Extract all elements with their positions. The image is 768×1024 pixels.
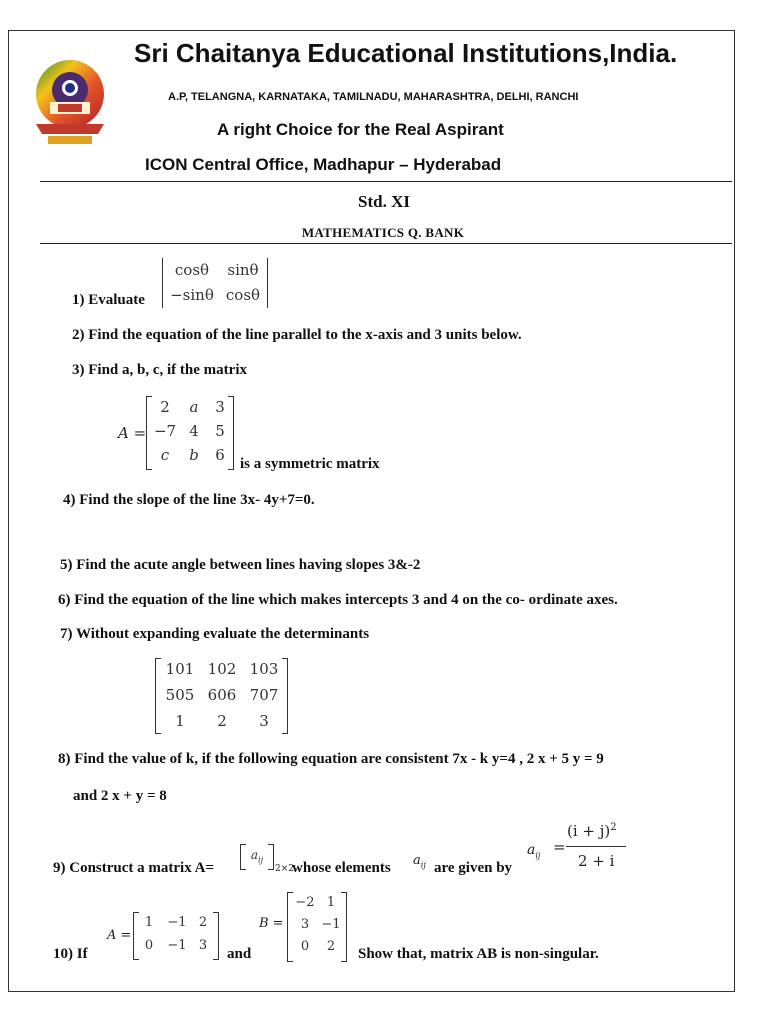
q9-text-c: are given by xyxy=(434,860,513,876)
q3-matrix xyxy=(146,396,234,470)
tagline: A right Choice for the Real Aspirant xyxy=(217,120,504,139)
question-3: 3) Find a, b, c, if the matrix xyxy=(72,362,247,378)
q10-a-cell: −1 xyxy=(167,938,187,953)
q10-b-cell: −2 xyxy=(295,895,315,910)
subject-label: MATHEMATICS Q. BANK xyxy=(301,225,465,240)
q9-matrix-label: a xyxy=(250,848,259,862)
question-9: 9) Construct a matrix A= xyxy=(53,860,215,876)
q10-a-label: A = xyxy=(107,928,132,943)
q9-text-b: whose elements xyxy=(292,860,391,876)
q3-cell: b xyxy=(189,446,199,464)
q10-b-cell: 2 xyxy=(326,939,336,954)
q1-cell: cosθ xyxy=(174,261,210,279)
q9-matrix-notation xyxy=(240,844,274,870)
q10-b-cell: 1 xyxy=(326,895,336,910)
q10-b-cell: 0 xyxy=(300,939,310,954)
q10-a-cell: 3 xyxy=(198,938,208,953)
q7-cell: 103 xyxy=(249,660,279,678)
q7-cell: 3 xyxy=(259,712,269,730)
question-5: 5) Find the acute angle between lines having slopes 3&-2 xyxy=(60,557,421,573)
institution-logo xyxy=(34,50,106,154)
q3-cell: 4 xyxy=(189,422,199,440)
question-6: 6) Find the equation of the line which makes intercepts 3 and 4 on the co- ordinate axes. xyxy=(58,592,618,608)
q3-suffix: is a symmetric matrix xyxy=(240,456,380,472)
q3-lhs: A = xyxy=(118,424,147,442)
q9-element: a xyxy=(413,853,421,868)
q3-cell: c xyxy=(160,446,170,464)
q7-cell: 505 xyxy=(165,686,195,704)
q10-a-cell: 1 xyxy=(144,915,154,930)
q10-b-label: B = xyxy=(259,916,284,931)
q1-cell: sinθ xyxy=(227,261,259,279)
question-7: 7) Without expanding evaluate the determinants xyxy=(60,626,370,642)
q7-cell: 707 xyxy=(249,686,279,704)
q1-cell: −sinθ xyxy=(170,286,214,304)
q1-determinant xyxy=(162,258,268,308)
q9-denominator: 2 + i xyxy=(578,852,615,870)
q3-cell: 3 xyxy=(215,398,225,416)
q1-cell: cosθ xyxy=(225,286,261,304)
question-2: 2) Find the equation of the line parallel to the x-axis and 3 units below. xyxy=(72,327,522,343)
standard-label: Std. XI xyxy=(358,192,410,211)
q10-a-matrix xyxy=(133,912,219,960)
office-address: ICON Central Office, Madhapur – Hyderabad xyxy=(145,155,502,174)
question-1: 1) Evaluate xyxy=(72,292,145,308)
q10-a-cell: 0 xyxy=(144,938,154,953)
q7-cell: 1 xyxy=(175,712,185,730)
question-10: 10) If xyxy=(53,946,88,962)
q3-cell: 6 xyxy=(215,446,225,464)
q9-numerator-exp: 2 xyxy=(610,822,617,833)
q3-cell: −7 xyxy=(153,422,177,440)
q10-a-cell: 2 xyxy=(198,915,208,930)
question-4: 4) Find the slope of the line 3x- 4y+7=0. xyxy=(63,492,315,508)
divider-top xyxy=(40,181,732,182)
q9-numerator: (i + j) xyxy=(567,822,611,840)
q7-cell: 102 xyxy=(207,660,237,678)
q10-b-cell: 3 xyxy=(300,917,310,932)
q9-formula-lhs-sub: ij xyxy=(535,850,541,860)
q9-formula-lhs: a xyxy=(527,842,536,858)
q10-a-cell: −1 xyxy=(167,915,187,930)
q9-fraction-bar xyxy=(566,846,626,847)
states-list: A.P, TELANGNA, KARNATAKA, TAMILNADU, MAHARASHTRA, DELHI, RANCHI xyxy=(168,91,579,103)
q10-and: and xyxy=(227,946,252,962)
q3-cell: 5 xyxy=(215,422,225,440)
q9-formula-equals: = xyxy=(553,838,566,856)
q7-matrix xyxy=(155,658,288,734)
q7-cell: 606 xyxy=(207,686,237,704)
q9-matrix-order: 2×2 xyxy=(275,864,294,874)
question-8-line-2: and 2 x + y = 8 xyxy=(73,788,167,804)
question-8-line-1: 8) Find the value of k, if the following equation are consistent 7x - k y=4 , 2 x + 5 y = 9 xyxy=(58,751,604,767)
q3-cell: 2 xyxy=(160,398,170,416)
org-title: Sri Chaitanya Educational Institutions,India. xyxy=(134,38,678,68)
q10-text-b: Show that, matrix AB is non-singular. xyxy=(358,946,599,962)
q7-cell: 101 xyxy=(165,660,195,678)
q9-matrix-label-sub: ij xyxy=(258,855,264,865)
divider-bottom xyxy=(40,243,732,244)
q9-element-sub: ij xyxy=(420,860,426,870)
q10-b-cell: −1 xyxy=(321,917,341,932)
q7-cell: 2 xyxy=(217,712,227,730)
q3-cell: a xyxy=(189,398,199,416)
q10-b-matrix xyxy=(287,892,347,962)
